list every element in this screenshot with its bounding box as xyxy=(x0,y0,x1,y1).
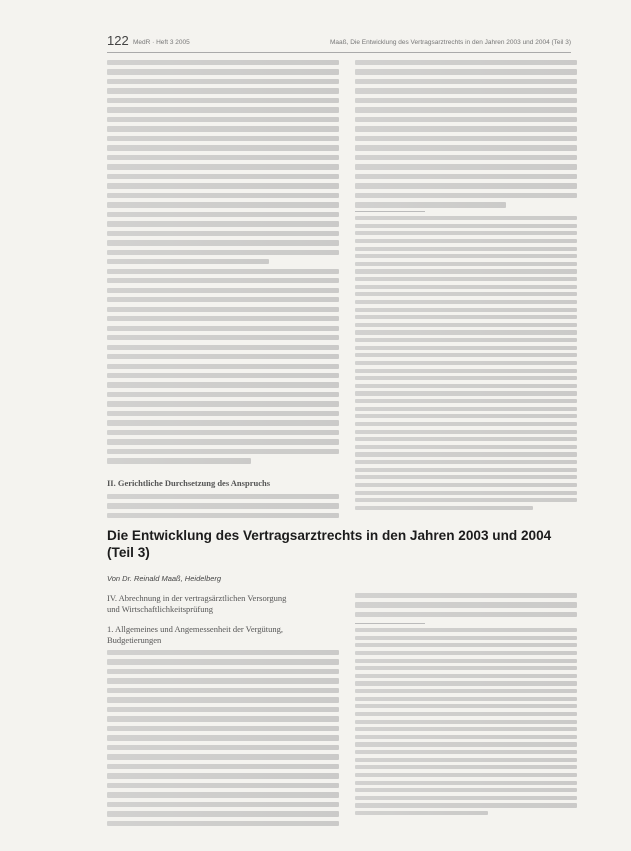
running-header xyxy=(107,33,571,51)
upper-left-column-tail xyxy=(107,494,339,522)
upper-section-heading: II. Gerichtliche Durchsetzung des Anspruchs xyxy=(107,478,271,488)
lower-footnotes xyxy=(355,628,577,819)
running-title: Maaß, Die Entwicklung des Vertragsarztrechts in den Jahren 2003 und 2004 (Teil 3) xyxy=(330,39,571,46)
lower-right-column xyxy=(355,593,577,621)
section-heading: IV. Abrechnung in der vertragsärztlichen Versorgung und Wirtschaftlichkeitsprüfung xyxy=(107,593,287,614)
journal-issue: MedR · Heft 3 2005 xyxy=(133,39,190,46)
lower-footnote-rule xyxy=(355,623,425,624)
lower-left-column xyxy=(107,650,339,830)
upper-left-column xyxy=(107,60,339,468)
header-rule xyxy=(107,52,571,53)
upper-right-column xyxy=(355,60,577,212)
upper-footnotes xyxy=(355,216,577,513)
page-number: 122 xyxy=(107,33,129,48)
article-author: Von Dr. Reinald Maaß, Heidelberg xyxy=(107,574,222,583)
subsection-heading: 1. Allgemeines und Angemessenheit der Vergütung, Budgetierungen xyxy=(107,624,284,645)
footnote-rule xyxy=(355,211,425,212)
article-title: Die Entwicklung des Vertragsarztrechts in den Jahren 2003 und 2004 (Teil 3) xyxy=(107,528,552,560)
